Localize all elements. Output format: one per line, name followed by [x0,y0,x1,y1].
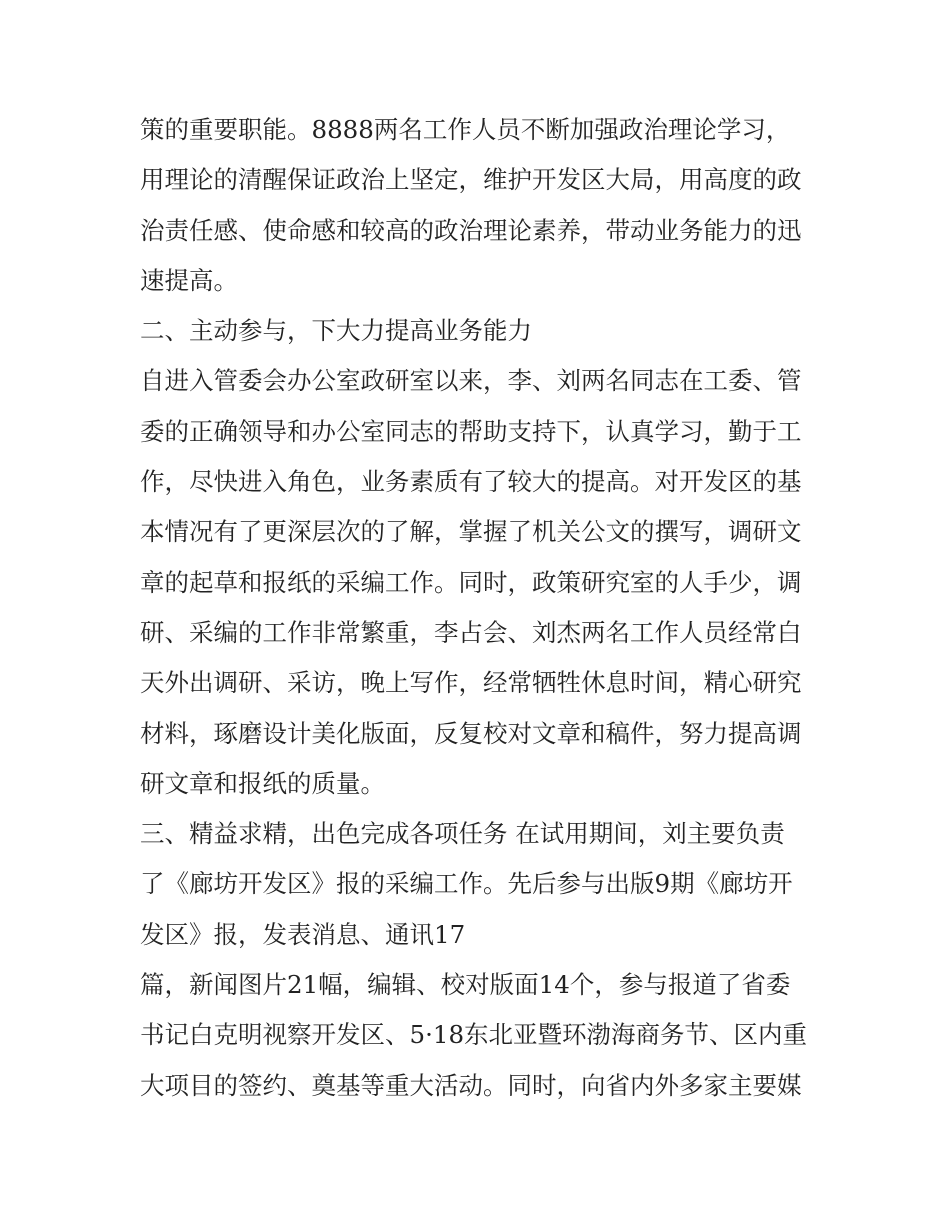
text-line: 研、采编的工作非常繁重，李占会、刘杰两名工作人员经常白 [140,617,802,647]
text-line: 本情况有了更深层次的了解，掌握了机关公文的撰写，调研文 [140,517,802,547]
text-line: 章的起草和报纸的采编工作。同时，政策研究室的人手少，调 [140,567,802,597]
text-line: 自进入管委会办公室政研室以来，李、刘两名同志在工委、管 [140,366,802,396]
text-line: 材料，琢磨设计美化版面，反复校对文章和稿件，努力提高调 [140,718,802,748]
text-line: 天外出调研、采访，晚上写作，经常牺牲休息时间，精心研究 [140,668,802,698]
text-line: 了《廊坊开发区》报的采编工作。先后参与出版9期《廊坊开 [140,869,793,899]
document-body [140,105,830,1111]
text-line: 治责任感、使命感和较高的政治理论素养，带动业务能力的迅 [140,215,802,245]
text-line: 大项目的签约、奠基等重大活动。同时，向省内外多家主要媒 [140,1070,802,1100]
text-line: 书记白克明视察开发区、5·18东北亚暨环渤海商务节、区内重 [140,1020,808,1050]
text-line: 篇，新闻图片21幅，编辑、校对版面14个，参与报道了省委 [140,970,791,1000]
text-line: 策的重要职能。8888两名工作人员不断加强政治理论学习， [140,115,791,144]
text-line: 委的正确领导和办公室同志的帮助支持下，认真学习，勤于工 [140,416,802,446]
text-line: 发区》报，发表消息、通讯17 [140,919,466,949]
section-heading: 三、精益求精，出色完成各项任务 在试用期间，刘主要负责 [140,819,785,849]
text-line: 作，尽快进入角色，业务素质有了较大的提高。对开发区的基 [140,467,802,497]
text-line: 研文章和报纸的质量。 [140,768,385,798]
text-line: 用理论的清醒保证政治上坚定，维护开发区大局，用高度的政 [140,165,802,195]
section-heading: 二、主动参与，下大力提高业务能力 [140,316,532,346]
text-line: 速提高。 [140,265,238,295]
